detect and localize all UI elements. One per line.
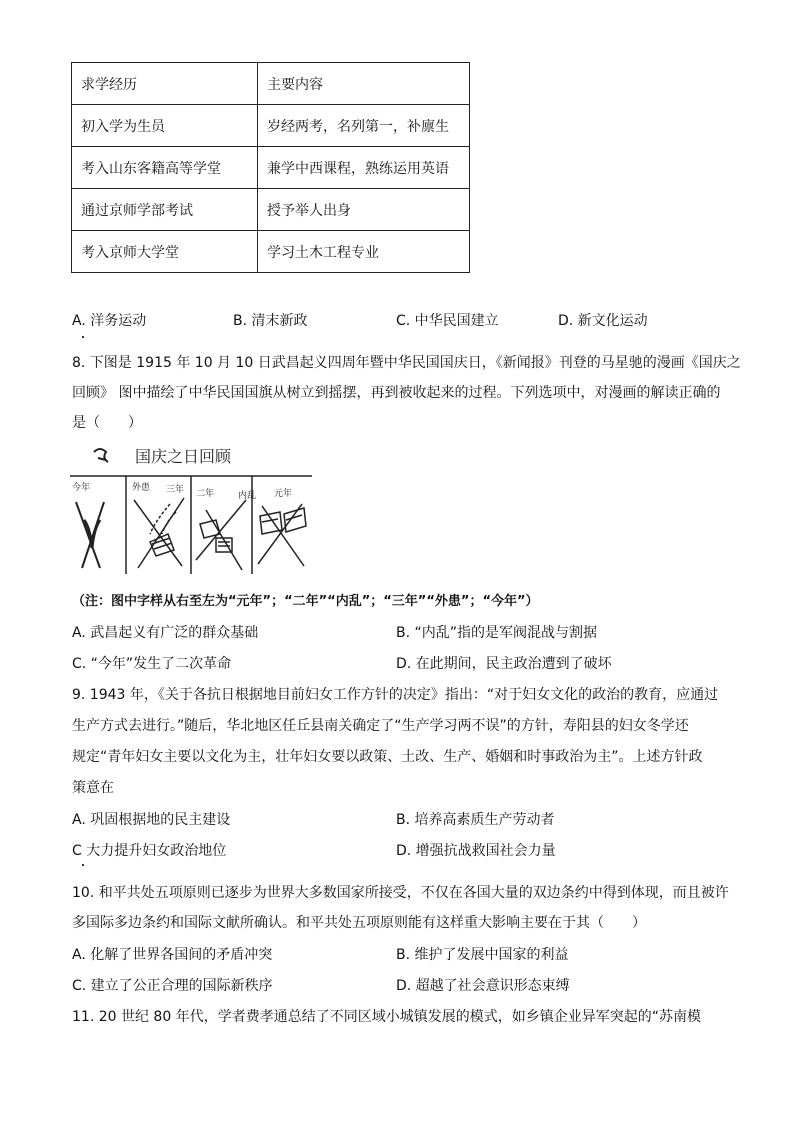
cartoon-note: （注：图中字样从右至左为“元年”；“二年”“内乱”；“三年”“外患”；“今年”） <box>72 594 539 609</box>
q8-stem-line: 8. 下图是 1915 年 10 月 10 日武昌起义四周年暨中华民国国庆日，《新闻报》刊登的马星驰的漫画《国庆之 <box>72 355 741 371</box>
q8-option-a: A. 武昌起义有广泛的群众基础 <box>72 625 259 641</box>
table-cell: 考入山东客籍高等学堂 <box>72 147 258 189</box>
cartoon-title <box>94 447 232 466</box>
table-row <box>72 231 470 273</box>
education-table <box>71 62 470 273</box>
q10-option-d: D. 超越了社会意识形态束缚 <box>396 978 570 994</box>
cartoon-image <box>66 440 316 580</box>
table-cell: 考入京师大学堂 <box>72 231 258 273</box>
cartoon-label: 二年 <box>196 489 215 499</box>
q7-option-d: D. 新文化运动 <box>558 313 648 329</box>
q9-option-a: A. 巩固根据地的民主建设 <box>72 812 231 828</box>
table-cell: 兼学中西课程，熟练运用英语 <box>258 147 470 189</box>
table-cell: 岁经两考，名列第一，补廪生 <box>258 105 470 147</box>
table-header-cell: 主要内容 <box>258 63 470 105</box>
table-cell: 初入学为生员 <box>72 105 258 147</box>
swaying-flags <box>134 498 184 568</box>
q7-option-a: A. 洋务运动 <box>72 313 147 329</box>
q8-stem-line: 回顾》 图中描绘了中华民国国旗从树立到摇摆，再到被收起来的过程。下列选项中，对漫画的解读正确的 <box>72 385 721 401</box>
q8-stem-line: 是（ ） <box>72 415 142 431</box>
q10-option-a: A. 化解了世界各国间的矛盾冲突 <box>72 947 273 963</box>
cartoon-label: 三年 <box>166 485 185 495</box>
q10-stem-line: 多国际多边条约和国际文献所确认。和平共处五项原则能有这样重大影响主要在于其（ ） <box>72 915 646 931</box>
furled-flags <box>76 502 104 568</box>
q9-option-b: B. 培养高素质生产劳动者 <box>396 812 555 828</box>
stray-mark <box>82 336 84 338</box>
q10-option-c: C. 建立了公正合理的国际新秩序 <box>72 978 273 994</box>
tilted-flags <box>196 500 246 570</box>
q10-option-b: B. 维护了发展中国家的利益 <box>396 947 569 963</box>
q9-option-d: D. 增强抗战救国社会力量 <box>396 843 556 859</box>
q8-option-b: B. “内乱”指的是军阀混战与割据 <box>396 625 598 641</box>
q11-stem-line: 11. 20 世纪 80 年代，学者费孝通总结了不同区域小城镇发展的模式，如乡镇企业异军突起的“苏南模 <box>72 1009 701 1025</box>
cartoon-title-text: 国庆之日回顾 <box>134 447 231 466</box>
q9-stem-line: 生产方式去进行。”随后，华北地区任丘县南关确定了“生产学习两不误”的方针，寿阳县的妇女冬学还 <box>72 718 689 734</box>
cartoon-label: 今年 <box>72 483 91 493</box>
cartoon-label: 元年 <box>274 489 293 499</box>
q8-option-d: D. 在此期间，民主政治遭到了破坏 <box>396 656 612 672</box>
stray-mark <box>82 864 84 866</box>
cartoon-label: 外患 <box>132 483 151 493</box>
q7-option-b: B. 清末新政 <box>233 313 308 329</box>
table-cell: 授予举人出身 <box>258 189 470 231</box>
table-cell: 通过京师学部考试 <box>72 189 258 231</box>
q9-stem-line: 9. 1943 年，《关于各抗日根据地目前妇女工作方针的决定》指出：“对于妇女文化的政治的教育，应通过 <box>72 687 719 703</box>
q9-stem-line: 策意在 <box>72 780 114 796</box>
table-row <box>72 147 470 189</box>
q10-stem-line: 10. 和平共处五项原则已逐步为世界大多数国家所接受，不仅在各国大量的双边条约中得到体现，而且被许 <box>72 885 729 901</box>
table-row <box>72 105 470 147</box>
table-row <box>72 189 470 231</box>
table-header-row <box>72 63 470 105</box>
table-header-cell: 求学经历 <box>72 63 258 105</box>
q7-option-c: C. 中华民国建立 <box>396 313 499 329</box>
raised-flags <box>258 504 306 566</box>
table-cell: 学习土木工程专业 <box>258 231 470 273</box>
q8-option-c: C. “今年”发生了二次革命 <box>72 656 232 672</box>
q9-option-c: C 大力提升妇女政治地位 <box>72 843 227 859</box>
q9-stem-line: 规定“青年妇女主要以文化为主，壮年妇女要以政策、土改、生产、婚姻和时事政治为主”。上述方针政 <box>72 749 703 765</box>
cartoon-label: 内乱 <box>238 491 257 501</box>
